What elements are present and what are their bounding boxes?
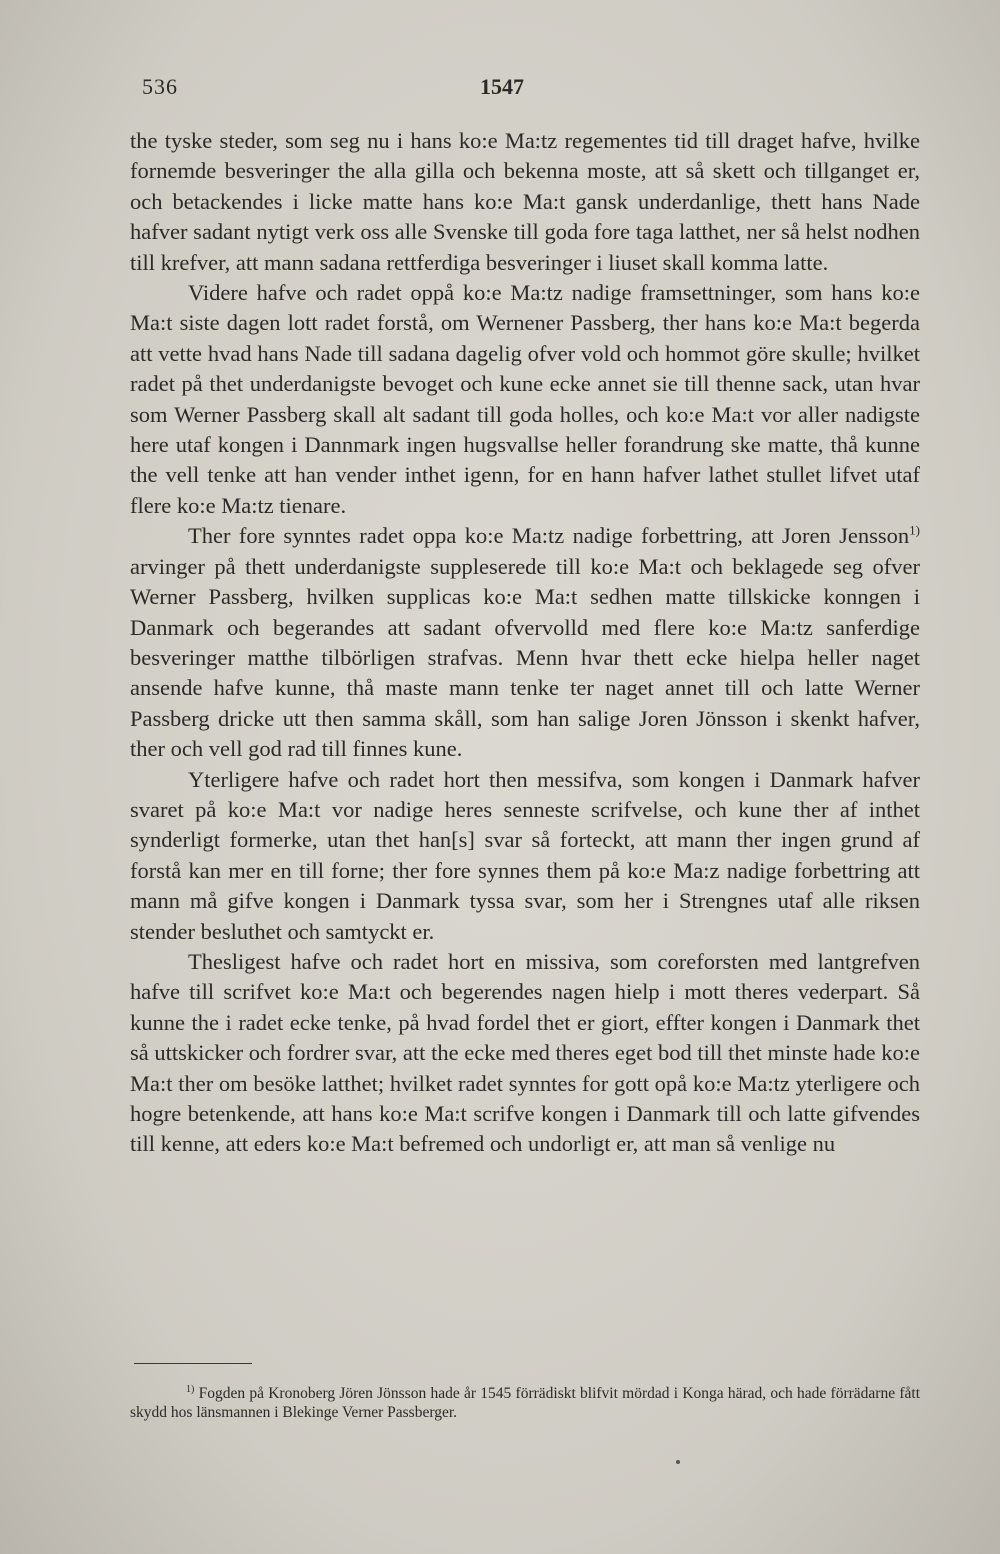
paragraph-5: Thesligest hafve och radet hort en missiva, som coreforsten med lantgrefven hafve till scrifvet ko:e Ma:t och begerendes nagen hielp i mott theres vederpart. Så kunne the i radet ecke tenke, på hvad fordel thet er giort, effter kongen i Danmark thet så uttskicker och fordrer svar, att the ecke med theres eget bod till thet minste hade ko:e Ma:t ther om besöke latthet; hvilket radet synntes for gott opå ko:e Ma:tz yterligere och hogre betenkende, att hans ko:e Ma:t scrifve kongen i Danmark till och latte gifvendes till kenne, att eders ko:e Ma:t befremed och undorligt er, att man så venlige nu	[130, 948, 920, 1157]
print-speck	[676, 1460, 680, 1464]
paragraph-3	[130, 521, 920, 764]
paragraph-3-text-b: arvinger på thett underdanigste suppleserede till ko:e Ma:t och beklagede seg ofver Werner Passberg, hvilken supplicas ko:e Ma:t sedhen matte tillskicke konngen i Danmark och begerandes att sadant ofvervolld med flere ko:e Ma:tz sanferdige besveringer matthe tilbörligen strafvas. Menn hvar thett ecke hielpa heller naget ansende hafve kunne, thå maste mann tenke ter naget annet till och latte Werner Passberg dricke utt then samma skåll, som han salige Joren Jönsson i skenkt hafver, ther och vell god rad till finnes kune.	[130, 553, 920, 762]
footnote-marker: 1)	[186, 1383, 195, 1395]
paragraph-4: Yterligere hafve och radet hort then messifva, som kongen i Danmark hafver svaret på ko:e Ma:t vor nadige heres senneste scrifvelse, och kune ther af inthet synderligt formerke, utan thet han[s] svar så forteckt, att mann ther ingen grund af forstå kan mer en till forne; ther fore synnes them på ko:e Ma:z nadige forbettring att mann må gifve kongen i Danmark tyssa svar, som her i Strengnes utaf alle riksen stender besluthet och samtyckt er.	[130, 766, 920, 944]
running-head-year: 1547	[480, 74, 524, 99]
page-header	[130, 74, 920, 108]
paragraph-3-text-a: Ther fore synntes radet oppa ko:e Ma:tz nadige forbettring, att Joren Jensson	[188, 523, 910, 549]
footnote-text: Fogden på Kronoberg Jören Jönsson hade år 1545 förrädiskt blifvit mördad i Konga härad, och hade förrädarne fått skydd hos länsmannen i Blekinge Verner Passberger.	[130, 1385, 920, 1421]
footnote-divider	[134, 1363, 252, 1364]
paragraph-2: Videre hafve och radet oppå ko:e Ma:tz nadige framsettninger, som hans ko:e Ma:t siste dagen lott radet forstå, om Wernener Passberg, ther hans ko:e Ma:t begerda att vette hvad hans Nade till sadana dagelig ofver vold och hommot göre skulle; hvilket radet på thet underdanigste bevoget och kune ecke annet sie till thenne sack, utan hvar som Werner Passberg skall alt sadant till goda holles, och ko:e Ma:t vor aller nadigste here utaf kongen i Dannmark ingen hugsvallse heller forandrung ske matte, thå kunne the vell tenke att han vender inthet igenn, for en hann hafver lathet stullet lifvet utaf flere ko:e Ma:tz tienare.	[130, 280, 920, 518]
footnote-reference[interactable]: 1)	[909, 522, 920, 538]
body-text	[130, 126, 920, 1160]
page-number: 536	[142, 74, 178, 99]
paragraph-1: the tyske steder, som seg nu i hans ko:e Ma:tz regementes tid till draget hafve, hvilke fornemde besveringer the alla gilla och bekenna moste, att så skett och tillganget er, och betackendes i licke matte hans ko:e Ma:t gansk underdanlige, thett hans Nade hafver sadant nytigt verk oss alle Svenske till goda fore taga latthet, ner så helst nodhen till krefver, att mann sadana rettferdiga besveringer i liuset skall komma latte.	[130, 128, 920, 275]
footnote	[130, 1384, 920, 1422]
